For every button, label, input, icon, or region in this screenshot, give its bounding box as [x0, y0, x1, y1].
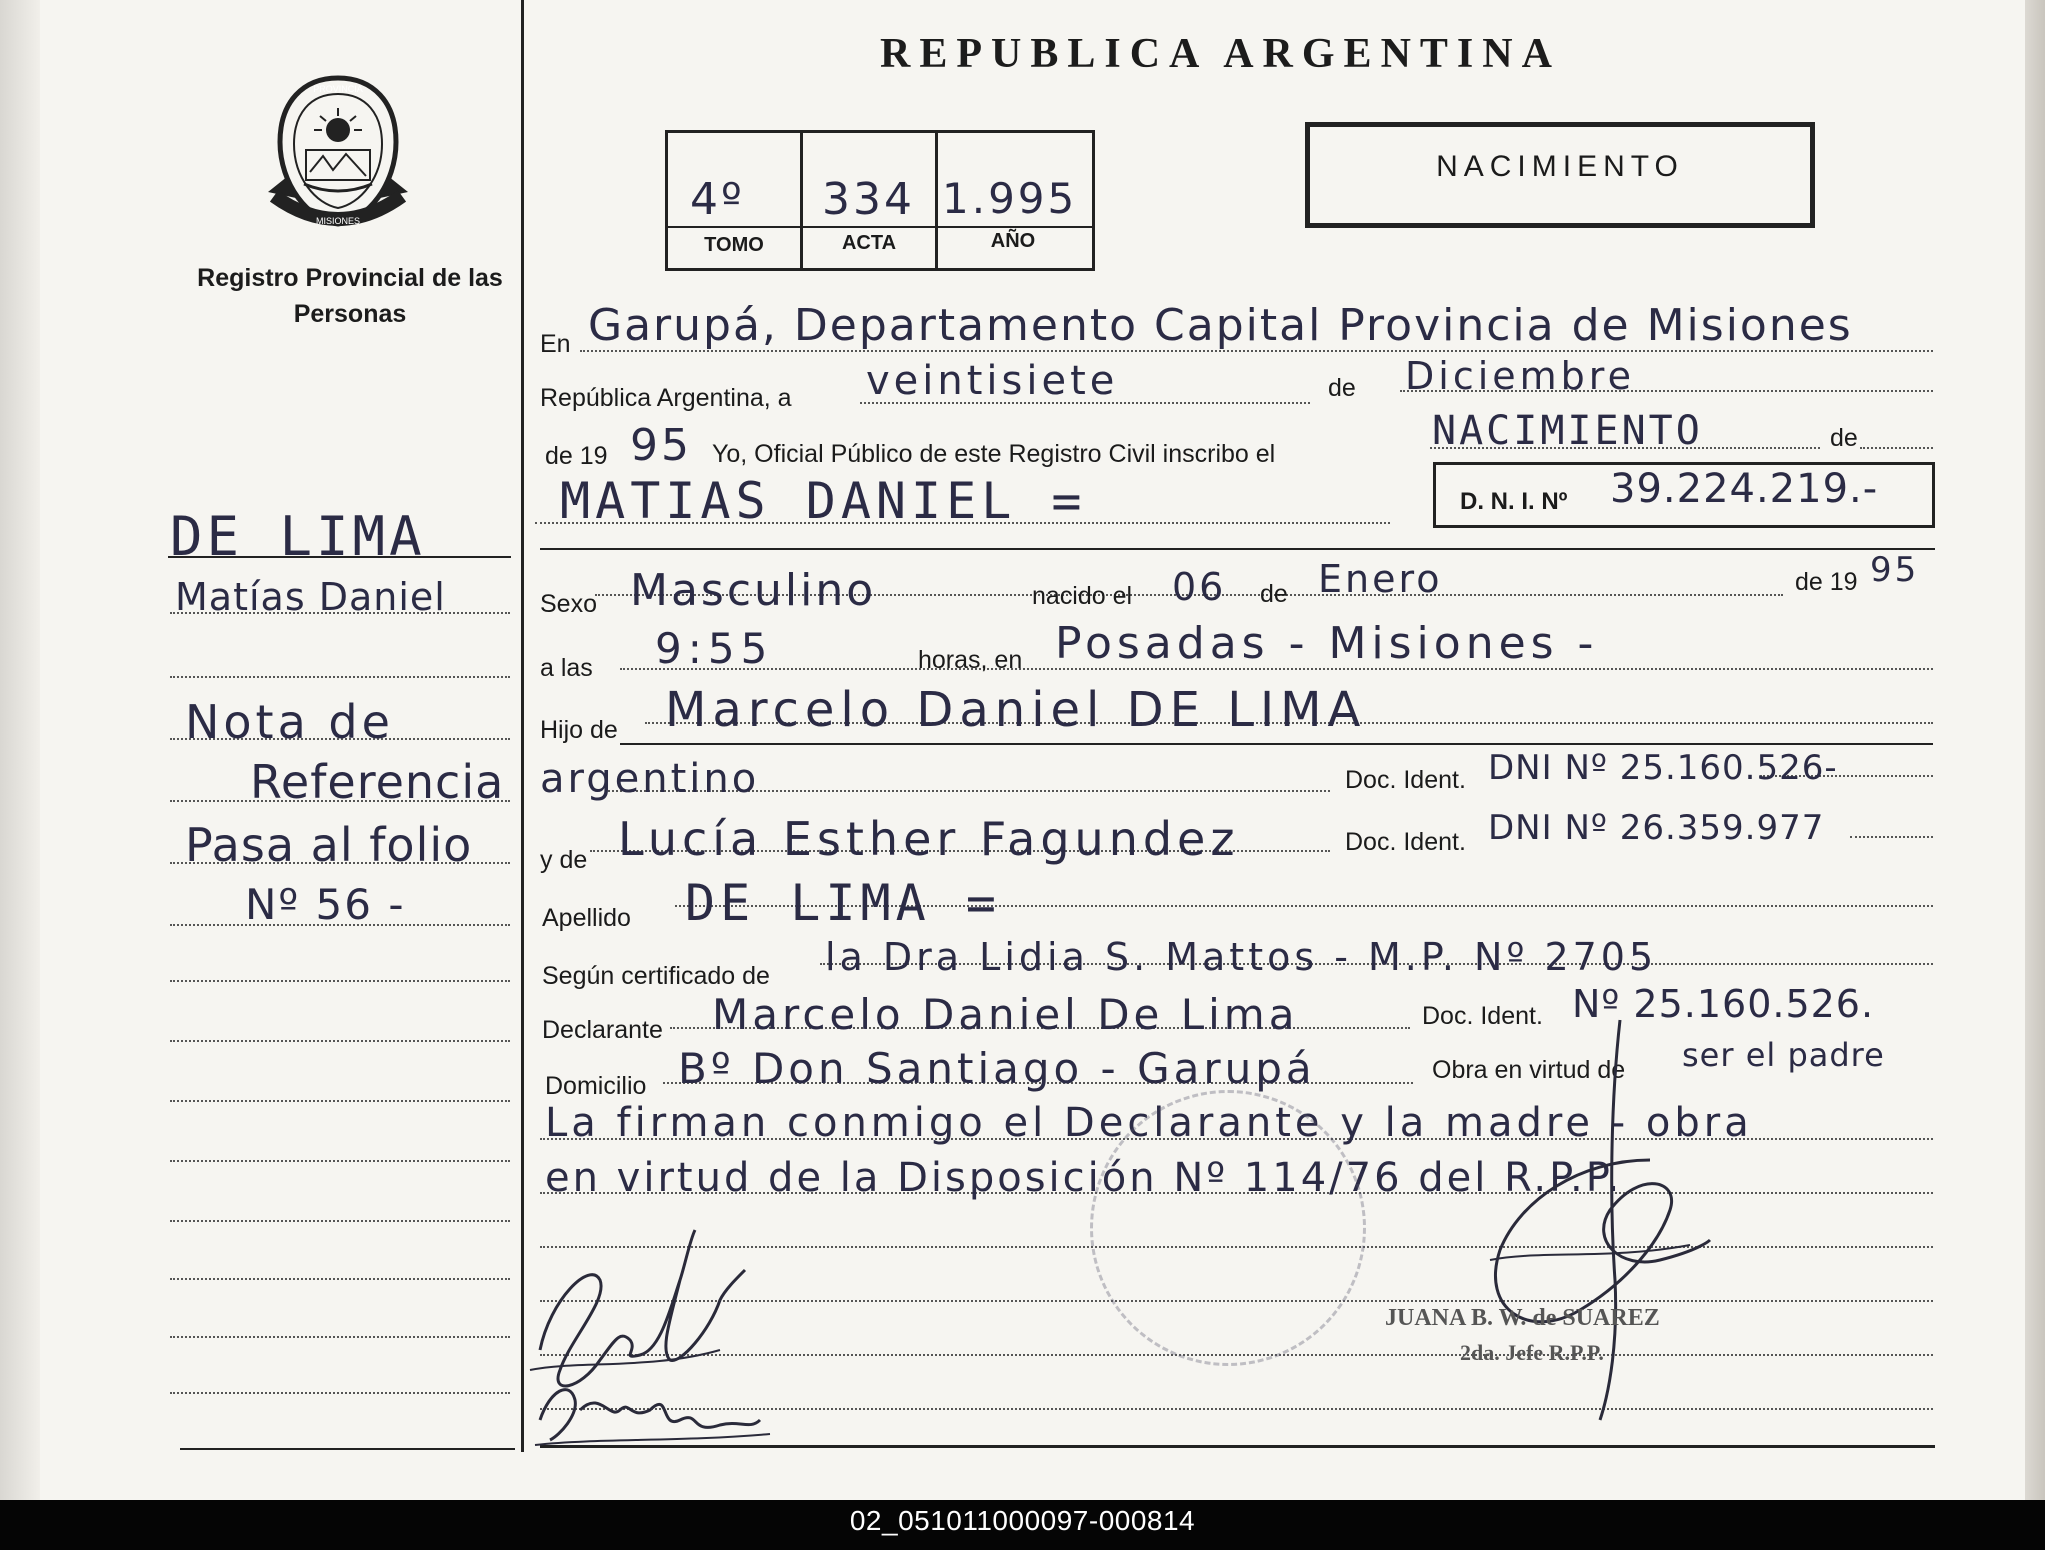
margin-line [170, 1100, 510, 1102]
doc-ident-label-3: Doc. Ident. [1422, 1002, 1543, 1030]
note-line-2: en virtud de la Disposición Nº 114/76 del R.P.P. [545, 1155, 1623, 1201]
horas-label: horas, en [918, 646, 1023, 674]
margin-note-line: Referencia [250, 755, 505, 809]
margin-note-line: Nº 56 - [245, 880, 406, 929]
hijo-label: Hijo de [540, 716, 618, 744]
mother-name: Lucía Esther Fagundez [618, 812, 1240, 866]
tomo-label: TOMO [704, 234, 764, 256]
father-document: DNI Nº 25.160.526- [1488, 748, 1838, 788]
page-edge [2025, 0, 2045, 1500]
anio-label: AÑO [990, 230, 1036, 252]
obra-label: Obra en virtud de [1432, 1056, 1626, 1084]
mother-document: DNI Nº 26.359.977 [1488, 808, 1825, 848]
tomo-value: 4º [690, 174, 745, 225]
day-value: veintisiete [866, 358, 1119, 404]
sex-value: Masculino [630, 565, 877, 616]
de19-label: de 19 [545, 442, 608, 470]
declarant-document: Nº 25.160.526. [1572, 982, 1875, 1026]
de-label: de [1328, 374, 1356, 402]
official-title: 2da. Jefe R.P.P. [1460, 1340, 1604, 1365]
doc-ident-label: Doc. Ident. [1345, 766, 1466, 794]
footer-caption: 02_051011000097-000814 [849, 1505, 1196, 1536]
margin-line [170, 1392, 510, 1394]
domicilio-label: Domicilio [545, 1072, 647, 1100]
surname-value: DE LIMA = [685, 874, 1001, 932]
place-value: Garupá, Departamento Capital Provincia de Misiones [588, 300, 1853, 351]
child-name: MATIAS DANIEL = [560, 472, 1087, 530]
dni-value: 39.224.219.- [1610, 466, 1879, 512]
margin-line [170, 980, 510, 982]
seal-text-bottom: MISIONES [315, 216, 361, 226]
margin-rule [180, 1448, 515, 1450]
signature-declarant-icon [520, 1220, 780, 1460]
margin-line [170, 1336, 510, 1338]
apellido-label: Apellido [542, 904, 631, 932]
declarante-label: Declarante [542, 1016, 663, 1044]
de3-label: de [1260, 580, 1288, 608]
form-line [1850, 836, 1933, 838]
nacido-label: nacido el [1032, 582, 1133, 610]
box-divider [665, 226, 1092, 228]
birth-year-value: 95 [1870, 550, 1920, 590]
birth-place-value: Posadas - Misiones - [1055, 618, 1599, 669]
provincial-seal-icon [268, 72, 408, 232]
form-rule [620, 743, 1933, 745]
official-name: JUANA B. W. de SUAREZ [1385, 1305, 1660, 1331]
acta-label: ACTA [841, 232, 897, 254]
note-line-1: La firman conmigo el Declarante y la madre - obra [545, 1100, 1753, 1146]
form-rule [540, 548, 1935, 550]
page-title: REPUBLICA ARGENTINA [880, 31, 1561, 77]
certificate-issuer: la Dra Lidia S. Mattos - M.P. Nº 2705 [825, 935, 1658, 979]
record-type: NACIMIENTO [1436, 150, 1684, 183]
republica-label: República Argentina, a [540, 384, 792, 412]
birth-hour-value: 9:55 [655, 624, 774, 673]
signature-official-icon [1460, 1010, 1720, 1430]
father-name: Marcelo Daniel DE LIMA [665, 682, 1367, 738]
margin-surname: DE LIMA [170, 505, 426, 568]
acta-value: 334 [822, 174, 915, 225]
registry-name: Registro Provincial de las Personas [197, 264, 503, 328]
act-type-value: NACIMIENTO [1432, 408, 1703, 454]
registration-year: 95 [630, 420, 692, 471]
form-line [1860, 447, 1933, 449]
dni-label: D. N. I. Nº [1460, 488, 1568, 515]
margin-line [170, 1160, 510, 1162]
anio-value: 1.995 [942, 174, 1078, 223]
obra-value: ser el padre [1682, 1036, 1885, 1074]
yde-label: y de [540, 846, 588, 874]
seal-text-top: PROVINCIA [313, 84, 363, 94]
declarant-name: Marcelo Daniel De Lima [712, 990, 1299, 1039]
month-value: Diciembre [1405, 354, 1635, 398]
birth-day-value: 06 [1172, 565, 1227, 609]
de1995-label: de 19 [1795, 568, 1858, 596]
margin-note-line: Pasa al folio [185, 818, 473, 872]
father-nationality: argentino [540, 756, 760, 802]
en-label: En [540, 330, 571, 358]
margin-note-line: Nota de [185, 695, 394, 749]
yo-label: Yo, Oficial Público de este Registro Civil inscribo el [712, 440, 1276, 468]
margin-line [170, 1278, 510, 1280]
de2-label: de [1830, 424, 1858, 452]
registry-stamp-icon [1090, 1090, 1366, 1366]
margin-line [170, 1220, 510, 1222]
doc-ident-label-2: Doc. Ident. [1345, 828, 1466, 856]
margin-given-name: Matías Daniel [175, 575, 446, 619]
margin-line [170, 676, 510, 678]
alas-label: a las [540, 654, 593, 682]
address-value: Bº Don Santiago - Garupá [678, 1044, 1316, 1093]
margin-line [170, 1040, 510, 1042]
birth-month-value: Enero [1318, 557, 1443, 601]
binding-shadow [0, 0, 40, 1500]
segun-label: Según certificado de [542, 962, 770, 990]
sexo-label: Sexo [540, 590, 597, 618]
